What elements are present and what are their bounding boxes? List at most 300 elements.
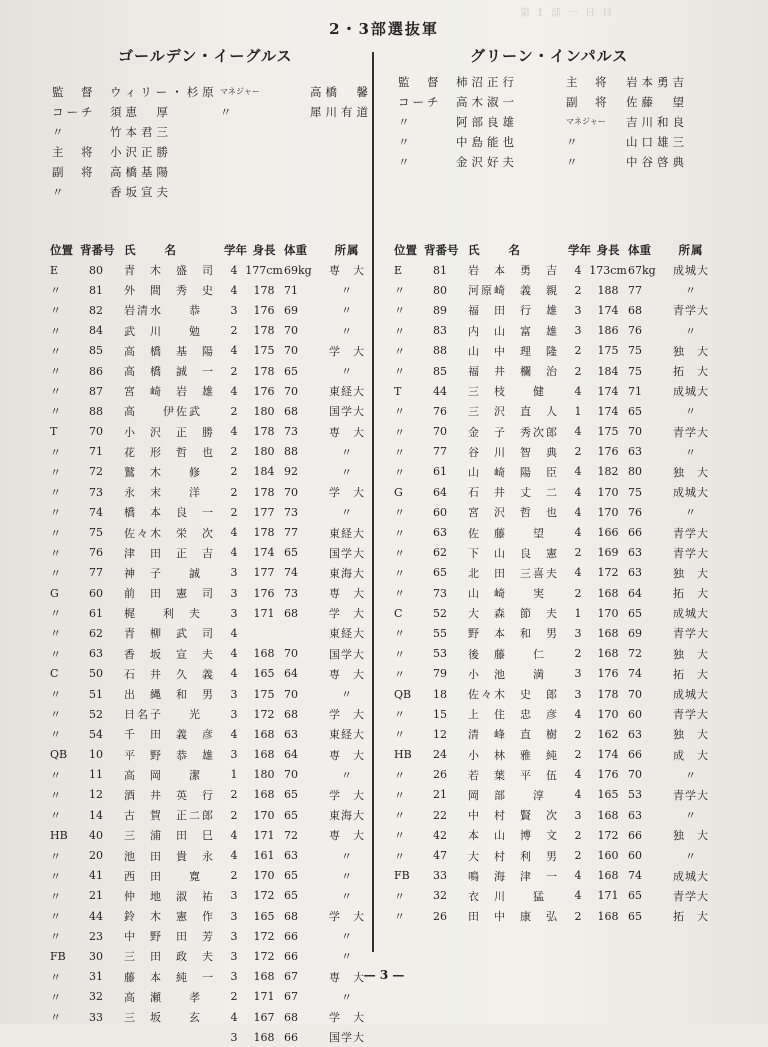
player-school: 拓 大 [673,587,709,601]
player-weight: 70 [628,425,642,439]
player-name: 山 中 理 隆 [468,344,559,358]
player-name: 三 坂 玄 [124,1011,202,1025]
player-year: 4 [574,707,582,721]
player-row [50,401,378,421]
player-row [50,543,378,563]
staff-role-secondary [220,122,310,142]
player-school: 専 大 [329,425,365,439]
player-position: 〃 [50,506,61,520]
player-row [394,745,722,765]
player-school: 東経大 [329,385,365,399]
player-year: 4 [230,626,238,640]
player-weight: 60 [628,707,642,721]
player-row [50,341,378,361]
player-name: 高 岡 潔 [124,768,202,782]
player-year: 3 [230,687,238,701]
player-year: 3 [230,748,238,762]
player-height: 173cm [589,263,627,277]
player-number: 64 [433,485,447,499]
header-weight: 体重 [284,243,307,257]
player-name: 若 葉 平 伍 [468,768,559,782]
staff-name: 柿沼正行 [456,75,518,89]
player-weight: 71 [628,384,642,398]
player-weight: 66 [284,949,298,963]
player-school: 東経大 [329,627,365,641]
player-weight: 69kg [284,263,312,277]
player-weight: 76 [628,324,642,338]
player-name: 青 柳 武 司 [124,627,215,641]
player-number: 44 [89,909,103,923]
header-name: 氏 名 [468,243,522,257]
header-height: 身長 [596,243,620,257]
player-name: 三 浦 田 巳 [124,829,215,843]
player-position: 〃 [50,627,61,641]
player-weight: 65 [628,909,642,923]
player-height: 175 [253,687,275,701]
player-row [50,745,378,765]
staff-name-secondary: 佐藤 望 [626,95,688,109]
player-row [50,280,378,300]
player-height: 160 [597,849,619,863]
player-year: 2 [574,283,582,297]
player-name: 岩 本 勇 吉 [468,264,559,278]
header-number: 背番号 [80,243,115,257]
player-position: 〃 [50,849,61,863]
player-name: 小 池 満 [468,667,546,681]
player-number: 47 [433,849,447,863]
player-row [394,603,722,623]
player-name: 上 住 忠 彦 [468,708,559,722]
player-year: 4 [574,526,582,540]
player-number: 11 [89,768,103,782]
player-height: 168 [253,727,275,741]
player-weight: 75 [628,485,642,499]
player-name: 山 崎 実 [468,587,546,601]
player-school: 国学大 [329,405,365,419]
player-position: G [394,485,403,499]
player-weight: 76 [628,505,642,519]
player-weight: 65 [628,606,642,620]
player-height: 171 [597,889,619,903]
player-position: 〃 [50,930,61,944]
player-year: 2 [230,465,238,479]
player-number: 65 [433,566,447,580]
player-height: 174 [597,384,619,398]
player-position: 〃 [394,627,405,641]
player-year: 2 [574,344,582,358]
player-school: 〃 [341,930,353,944]
bleed-through-text: 第 1 部 一 日 目 [520,8,615,19]
player-name: 佐々木 栄 次 [124,526,215,540]
player-name: 藤 本 純 一 [124,970,215,984]
player-number: 76 [89,546,103,560]
player-number: 18 [433,687,447,701]
staff-name-secondary: 山口雄三 [626,135,688,149]
player-school: 〃 [341,688,353,702]
player-height: 170 [597,505,619,519]
roster-header [50,240,378,260]
player-number: 33 [433,869,447,883]
player-number: 77 [433,445,447,459]
player-year: 3 [230,566,238,580]
player-weight: 63 [284,727,298,741]
player-position: 〃 [50,607,61,621]
player-school: 〃 [341,465,353,479]
player-school: 国学大 [329,1031,365,1045]
player-year: 4 [230,647,238,661]
player-year: 4 [230,283,238,297]
player-name: 出 縄 和 男 [124,688,215,702]
player-weight: 65 [628,889,642,903]
player-number: 22 [433,808,447,822]
player-weight: 65 [284,889,298,903]
player-height: 165 [253,667,275,681]
player-number: 74 [89,505,103,519]
player-row [50,361,378,381]
player-position: 〃 [50,809,61,823]
player-height: 180 [253,445,275,459]
player-year: 3 [230,970,238,984]
player-position: 〃 [50,324,61,338]
player-year: 2 [574,586,582,600]
staff-line [398,152,688,172]
player-position: 〃 [50,566,61,580]
player-row [50,381,378,401]
staff-name-secondary: 犀川有道 [310,105,372,119]
player-name: 三 沢 直 人 [468,405,559,419]
player-row [50,462,378,482]
player-height: 177cm [245,263,283,277]
staff-name: 須恵 厚 [110,105,172,119]
player-row [50,866,378,886]
player-height: 184 [597,364,619,378]
player-school: 学 大 [329,344,365,358]
player-name: 岩清水 恭 [124,304,202,318]
player-position: 〃 [394,667,405,681]
player-school: 独 大 [673,829,709,843]
player-height: 168 [597,647,619,661]
player-number: 73 [89,485,103,499]
player-weight: 74 [628,869,642,883]
player-year: 2 [230,869,238,883]
player-number: 32 [89,990,103,1004]
player-name: 大 村 利 男 [468,849,559,863]
player-row [394,845,722,865]
player-name: 池 田 貴 永 [124,849,215,863]
player-number: 10 [89,748,103,762]
staff-role-secondary: 副 将 [566,95,610,109]
player-position: 〃 [50,869,61,883]
player-year: 2 [230,990,238,1004]
player-number: 14 [89,808,103,822]
player-name: 小 林 雅 純 [468,748,559,762]
player-position: 〃 [394,587,405,601]
player-number: 26 [433,768,447,782]
staff-name: 高橋基陽 [110,165,172,179]
player-weight: 72 [284,828,298,842]
player-number: 26 [433,909,447,923]
player-year: 2 [230,364,238,378]
player-name: 橋 本 良 一 [124,506,215,520]
player-weight: 77 [284,526,298,540]
player-position: 〃 [394,365,405,379]
player-year: 4 [230,425,238,439]
player-name: 前 田 憲 司 [124,587,215,601]
player-school: 〃 [341,990,353,1004]
player-weight: 75 [628,364,642,378]
player-weight: 67kg [628,263,656,277]
player-school: 〃 [341,950,353,964]
header-name: 氏 名 [124,243,178,257]
player-name: 下 山 良 憲 [468,546,559,560]
player-row [394,442,722,462]
player-year: 4 [574,788,582,802]
player-number: 61 [433,465,447,479]
staff-name: 阿部良雄 [456,115,518,129]
player-height: 172 [597,566,619,580]
player-school: 青学大 [673,526,709,540]
player-weight: 65 [284,788,298,802]
player-weight: 63 [628,808,642,822]
staff-name: 金沢好夫 [456,155,518,169]
player-position: 〃 [394,768,405,782]
player-height: 186 [597,324,619,338]
player-number: 84 [89,324,103,338]
player-number: 52 [433,606,447,620]
player-year: 3 [230,929,238,943]
player-weight: 68 [284,707,298,721]
player-year: 2 [230,808,238,822]
player-year: 4 [230,263,238,277]
player-school: 成城大 [673,264,709,278]
player-weight: 88 [284,445,298,459]
player-school: 成城大 [673,607,709,621]
staff-role: 監 督 [398,75,442,89]
player-year: 3 [574,303,582,317]
player-number: 23 [89,929,103,943]
player-year: 3 [230,1030,238,1044]
player-number: 61 [89,606,103,620]
player-year: 3 [230,303,238,317]
player-row [394,765,722,785]
player-name: 三 田 政 夫 [124,950,215,964]
player-weight: 68 [284,404,298,418]
player-row [50,260,378,280]
player-number: 32 [433,889,447,903]
staff-role: 〃 [52,125,67,139]
staff-role-secondary: マネジャー [220,87,260,96]
player-weight: 74 [284,566,298,580]
player-height: 165 [597,788,619,802]
player-height: 176 [597,445,619,459]
player-position: 〃 [50,344,61,358]
player-number: 73 [433,586,447,600]
player-name: 日名子 光 [124,708,202,722]
player-number: 12 [433,727,447,741]
player-name: 小 沢 正 勝 [124,425,215,439]
player-number: 82 [89,303,103,317]
player-name: 鳴 海 津 一 [468,869,559,883]
staff-role-secondary: 主 将 [566,75,610,89]
player-year: 2 [230,505,238,519]
player-weight: 70 [628,687,642,701]
player-year: 4 [230,344,238,358]
player-height: 178 [253,425,275,439]
player-year: 4 [574,505,582,519]
player-height: 168 [253,788,275,802]
player-number: 53 [433,647,447,661]
player-name: 宮 沢 哲 也 [468,506,559,520]
player-height: 176 [253,303,275,317]
player-position: HB [394,748,412,762]
player-weight: 60 [628,849,642,863]
player-row [394,502,722,522]
player-position: 〃 [50,728,61,742]
player-number: 80 [89,263,103,277]
player-row [50,1007,378,1027]
player-weight: 65 [284,869,298,883]
player-name: 鈴 木 憲 作 [124,910,215,924]
player-position: 〃 [50,990,61,1004]
player-name: 本 山 博 文 [468,829,559,843]
player-position: 〃 [394,647,405,661]
header-school: 所属 [334,243,360,257]
player-row [50,825,378,845]
player-row [50,704,378,724]
player-height: 168 [253,647,275,661]
player-position: FB [50,949,66,963]
header-position: 位置 [394,243,417,257]
player-year: 4 [230,1010,238,1024]
player-number: 85 [89,344,103,358]
player-number: 88 [89,404,103,418]
player-row [50,442,378,462]
player-height: 178 [253,526,275,540]
player-height: 174 [253,546,275,560]
player-number: 21 [89,889,103,903]
player-school: 青学大 [673,708,709,722]
player-name: 谷 川 智 典 [468,445,559,459]
player-year: 1 [574,404,582,418]
player-school: 〃 [341,869,353,883]
player-weight: 66 [284,1030,298,1044]
player-height: 168 [597,626,619,640]
player-school: 〃 [341,445,353,459]
player-height: 161 [253,849,275,863]
player-school: 青学大 [673,425,709,439]
player-height: 176 [597,768,619,782]
player-name: 田 中 康 弘 [468,910,559,924]
player-name: 千 田 義 彦 [124,728,215,742]
player-row [394,341,722,361]
player-row [50,522,378,542]
player-weight: 70 [628,768,642,782]
player-year: 2 [574,909,582,923]
player-year: 2 [230,788,238,802]
player-height: 168 [253,1030,275,1044]
player-number: 31 [89,970,103,984]
player-weight: 73 [284,505,298,519]
player-weight: 80 [628,465,642,479]
staff-line [52,182,372,202]
player-row [50,644,378,664]
player-year: 2 [574,849,582,863]
player-year: 2 [574,748,582,762]
player-position: G [50,586,59,600]
player-number: 40 [89,828,103,842]
player-number: 60 [433,505,447,519]
player-year: 2 [574,828,582,842]
player-position: C [394,606,403,620]
player-number: 87 [89,384,103,398]
player-school: 〃 [341,849,353,863]
player-number: 70 [89,425,103,439]
player-school: 国学大 [329,546,365,560]
player-row [50,785,378,805]
player-position: 〃 [50,889,61,903]
player-name: 内 山 富 雄 [468,324,559,338]
player-position: HB [50,828,68,842]
player-school: 学 大 [329,708,365,722]
player-name: 後 藤 仁 [468,647,546,661]
player-year: 3 [230,889,238,903]
player-position: 〃 [50,526,61,540]
player-weight: 68 [284,909,298,923]
player-position: 〃 [50,1011,61,1025]
player-number: 50 [89,667,103,681]
player-height: 168 [253,970,275,984]
player-position: 〃 [394,304,405,318]
player-weight: 77 [628,283,642,297]
player-height: 176 [253,586,275,600]
player-weight: 66 [628,748,642,762]
left-team-roster [50,240,378,1047]
player-row [50,664,378,684]
player-position: 〃 [50,445,61,459]
player-height: 166 [597,526,619,540]
player-school: 東経大 [329,728,365,742]
player-name: 衣 川 猛 [468,889,546,903]
header-school: 所属 [678,243,704,257]
player-school: 専 大 [329,264,365,278]
player-name: 酒 井 英 行 [124,788,215,802]
player-name: 石 井 丈 二 [468,486,559,500]
player-height: 188 [597,283,619,297]
player-height: 174 [597,404,619,418]
player-height: 178 [253,485,275,499]
player-name: 神 子 誠 [124,566,202,580]
player-height: 180 [253,768,275,782]
player-row [50,886,378,906]
player-height: 177 [253,566,275,580]
player-name: 福 田 行 雄 [468,304,559,318]
player-position: 〃 [50,284,61,298]
player-weight: 63 [628,445,642,459]
player-year: 4 [574,768,582,782]
staff-role-secondary [220,162,310,182]
player-name: 北 田 三喜夫 [468,566,559,580]
player-year: 3 [230,606,238,620]
player-row [394,260,722,280]
player-position: 〃 [394,465,405,479]
player-name: 外 間 秀 史 [124,284,215,298]
page-number: — 3 — [363,968,405,982]
player-school: 〃 [341,889,353,903]
player-row [394,543,722,563]
player-year: 2 [574,445,582,459]
player-row [394,644,722,664]
player-year: 4 [230,727,238,741]
